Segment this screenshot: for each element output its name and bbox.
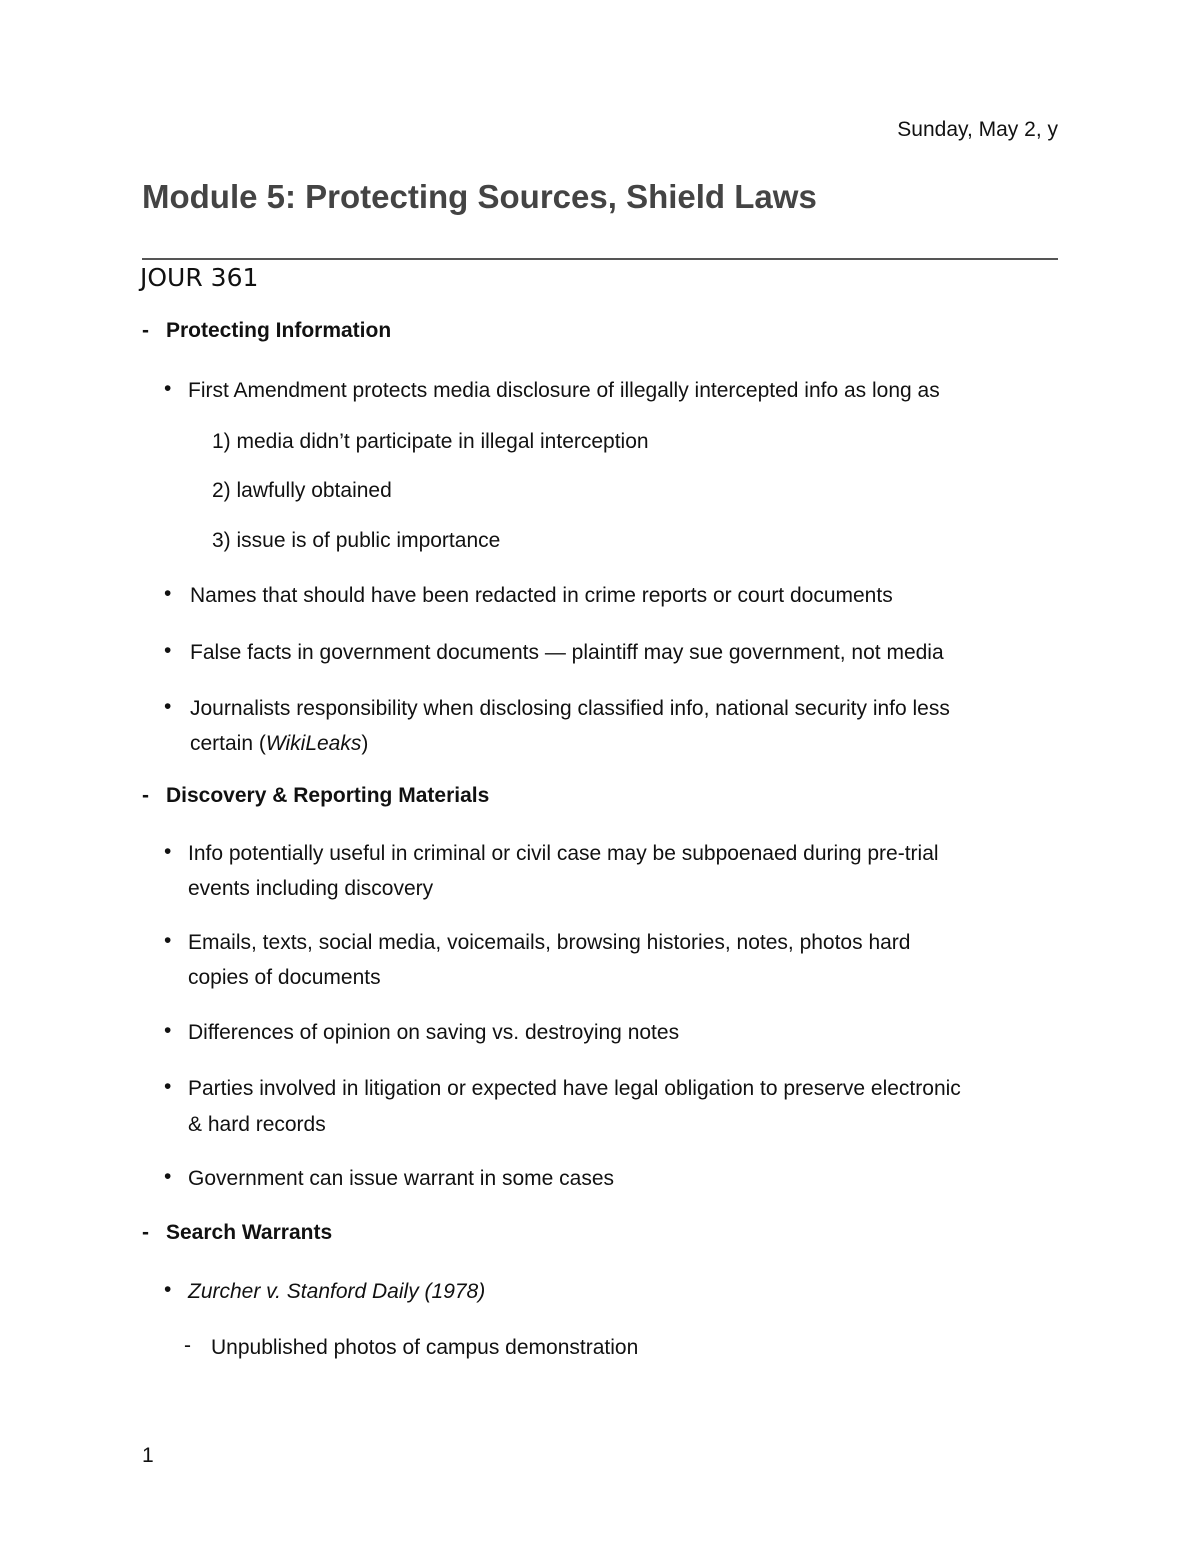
dash-marker: - xyxy=(142,784,149,807)
list-item: Emails, texts, social media, voicemails, browsing histories, notes, photos hard xyxy=(188,931,911,954)
dash-marker: - xyxy=(142,1221,149,1244)
page-number: 1 xyxy=(142,1444,154,1467)
numbered-item: 1) media didn’t participate in illegal interception xyxy=(212,430,649,453)
bullet-icon: • xyxy=(164,639,172,662)
italic-reference: WikiLeaks xyxy=(265,732,362,755)
heading-text: Discovery & Reporting Materials xyxy=(166,784,490,807)
list-item: False facts in government documents — plaintiff may sue government, not media xyxy=(190,641,944,664)
list-item: First Amendment protects media disclosure of illegally intercepted info as long as xyxy=(188,379,940,402)
title-divider xyxy=(142,258,1058,260)
bullet-icon: • xyxy=(164,840,172,863)
section-heading-protecting-information xyxy=(142,319,391,343)
heading-text: Search Warrants xyxy=(166,1221,333,1244)
dash-marker: - xyxy=(184,1334,191,1357)
bullet-icon: • xyxy=(164,582,172,605)
list-item-continuation xyxy=(190,726,368,761)
case-citation: Zurcher v. Stanford Daily (1978) xyxy=(188,1280,486,1303)
bullet-icon: • xyxy=(164,1019,172,1042)
bullet-icon: • xyxy=(164,1075,172,1098)
heading-text: Protecting Information xyxy=(166,319,392,342)
bullet-icon: • xyxy=(164,1165,172,1188)
bullet-icon: • xyxy=(164,1278,172,1301)
list-item: Info potentially useful in criminal or civil case may be subpoenaed during pre-trial xyxy=(188,842,939,865)
list-item-continuation: events including discovery xyxy=(188,877,434,900)
bullet-icon: • xyxy=(164,929,172,952)
list-item-continuation: & hard records xyxy=(188,1113,326,1136)
text: certain ( xyxy=(190,732,266,755)
list-item: Journalists responsibility when disclosing classified info, national security info less xyxy=(190,697,950,720)
dash-marker: - xyxy=(142,319,149,342)
list-item: Differences of opinion on saving vs. destroying notes xyxy=(188,1021,680,1044)
text: ) xyxy=(361,732,369,755)
date-header: Sunday, May 2, y xyxy=(897,118,1058,141)
course-code: JOUR 361 xyxy=(140,263,259,292)
numbered-item: 2) lawfully obtained xyxy=(212,479,392,502)
list-item-continuation: copies of documents xyxy=(188,966,381,989)
list-item: Names that should have been redacted in crime reports or court documents xyxy=(190,584,893,607)
page-title: Module 5: Protecting Sources, Shield Laws xyxy=(142,178,817,215)
bullet-icon: • xyxy=(164,695,172,718)
section-heading-search-warrants xyxy=(142,1221,332,1245)
bullet-icon: • xyxy=(164,377,172,400)
numbered-item: 3) issue is of public importance xyxy=(212,529,501,552)
sub-item: Unpublished photos of campus demonstration xyxy=(211,1336,639,1359)
list-item: Government can issue warrant in some cases xyxy=(188,1167,615,1190)
section-heading-discovery xyxy=(142,784,489,808)
list-item: Parties involved in litigation or expected have legal obligation to preserve electronic xyxy=(188,1077,961,1100)
